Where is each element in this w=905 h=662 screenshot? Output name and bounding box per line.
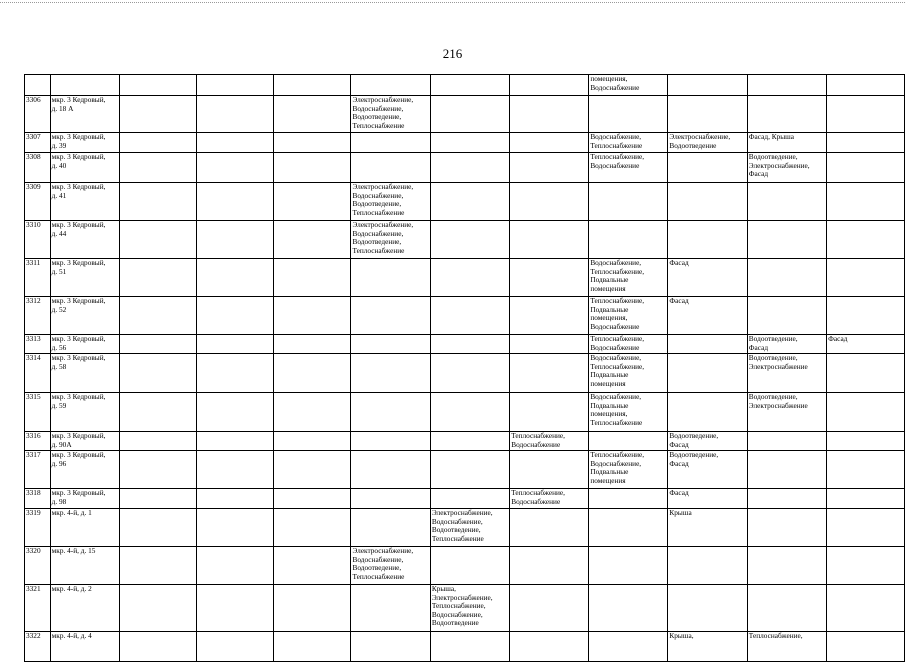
work-type-cell [827, 632, 905, 662]
work-type-cell: Теплоснабжение, Водоснабжение [510, 432, 589, 451]
row-number-cell: 3316 [25, 432, 51, 451]
work-type-cell [668, 335, 747, 354]
work-type-cell [747, 509, 826, 547]
address-cell: мкр. 3 Кедровый, д. 58 [50, 354, 120, 393]
work-type-cell [827, 547, 905, 585]
table-row [25, 632, 905, 662]
address-cell: мкр. 3 Кедровый, д. 56 [50, 335, 120, 354]
work-type-cell [747, 96, 826, 133]
work-type-cell [827, 259, 905, 297]
table-row [25, 393, 905, 432]
work-type-cell [510, 183, 589, 221]
work-type-cell: Водоотведение, Электроснабжение, Фасад [747, 153, 826, 183]
work-type-cell [197, 547, 274, 585]
table-row [25, 547, 905, 585]
work-type-cell [197, 509, 274, 547]
work-type-cell [827, 585, 905, 632]
work-type-cell [668, 96, 747, 133]
work-type-cell [274, 259, 351, 297]
work-type-cell [197, 96, 274, 133]
work-type-cell [274, 585, 351, 632]
address-cell: мкр. 3 Кедровый, д. 40 [50, 153, 120, 183]
work-type-cell [510, 354, 589, 393]
work-type-cell [827, 509, 905, 547]
work-type-cell [351, 632, 430, 662]
work-type-cell: Теплоснабжение, Водоснабжение, Подвальные помещения [589, 451, 668, 489]
work-type-cell [351, 259, 430, 297]
work-type-cell [589, 632, 668, 662]
work-type-cell [827, 183, 905, 221]
work-type-cell [197, 354, 274, 393]
address-cell: мкр. 3 Кедровый, д. 90А [50, 432, 120, 451]
address-cell: мкр. 3 Кедровый, д. 52 [50, 297, 120, 335]
address-cell: мкр. 3 Кедровый, д. 51 [50, 259, 120, 297]
row-number-cell: 3306 [25, 96, 51, 133]
work-type-cell [120, 393, 197, 432]
table-row [25, 451, 905, 489]
work-type-cell [430, 75, 509, 96]
work-type-cell [197, 183, 274, 221]
work-type-cell: Крыша, [668, 632, 747, 662]
work-type-cell [430, 632, 509, 662]
work-type-cell [197, 297, 274, 335]
table-row [25, 221, 905, 259]
scan-edge-line [0, 2, 905, 3]
row-number-cell: 3315 [25, 393, 51, 432]
row-number-cell: 3318 [25, 489, 51, 509]
work-type-cell [351, 297, 430, 335]
work-type-cell: Фасад [827, 335, 905, 354]
work-type-cell [510, 393, 589, 432]
work-type-cell [274, 96, 351, 133]
work-type-cell [589, 547, 668, 585]
work-type-cell [197, 432, 274, 451]
address-cell [50, 75, 120, 96]
table-row [25, 354, 905, 393]
work-type-cell [430, 451, 509, 489]
work-type-cell: Электроснабжение, Водоснабжение, Водоотведение, Теплоснабжение [351, 547, 430, 585]
work-type-cell [197, 75, 274, 96]
work-type-cell: Теплоснабжение, Водоснабжение [589, 335, 668, 354]
work-type-cell [120, 153, 197, 183]
work-type-cell [589, 509, 668, 547]
work-type-cell: Водоотведение, Фасад [668, 432, 747, 451]
work-type-cell: Водоснабжение, Теплоснабжение, Подвальные помещения [589, 354, 668, 393]
work-type-cell [430, 297, 509, 335]
work-type-cell [120, 335, 197, 354]
work-type-cell [827, 354, 905, 393]
work-type-cell [274, 153, 351, 183]
work-type-cell [827, 489, 905, 509]
work-type-cell [274, 221, 351, 259]
work-type-cell [430, 354, 509, 393]
work-type-cell: Водоотведение, Фасад [747, 335, 826, 354]
work-type-cell [668, 393, 747, 432]
work-type-cell: Водоотведение, Электроснабжение [747, 393, 826, 432]
work-type-cell [589, 489, 668, 509]
work-type-cell [197, 451, 274, 489]
work-type-cell: Электроснабжение, Водоснабжение, Водоотведение, Теплоснабжение [430, 509, 509, 547]
table-row [25, 585, 905, 632]
work-type-cell: Электроснабжение, Водоотведение [668, 133, 747, 153]
work-type-cell [430, 432, 509, 451]
table-row [25, 133, 905, 153]
work-type-cell [430, 96, 509, 133]
work-type-cell [510, 547, 589, 585]
row-number-cell: 3322 [25, 632, 51, 662]
work-type-cell [747, 432, 826, 451]
work-type-cell [747, 75, 826, 96]
work-type-cell [827, 75, 905, 96]
work-type-cell: Фасад [668, 259, 747, 297]
work-type-cell [430, 221, 509, 259]
address-cell: мкр. 3 Кедровый, д. 44 [50, 221, 120, 259]
work-type-cell [120, 259, 197, 297]
work-type-cell [668, 547, 747, 585]
work-type-cell: Крыша [668, 509, 747, 547]
work-type-cell: Водоснабжение, Подвальные помещения, Теплоснабжение [589, 393, 668, 432]
work-type-cell: Теплоснабжение, Водоснабжение [589, 153, 668, 183]
work-type-cell: Теплоснабжение, Подвальные помещения, Водоснабжение [589, 297, 668, 335]
work-type-cell [351, 489, 430, 509]
work-type-cell [747, 259, 826, 297]
work-type-cell [120, 133, 197, 153]
work-type-cell [827, 133, 905, 153]
work-type-cell [747, 221, 826, 259]
address-cell: мкр. 3 Кедровый, д. 98 [50, 489, 120, 509]
work-type-cell [120, 547, 197, 585]
work-type-cell [120, 96, 197, 133]
work-type-cell [274, 632, 351, 662]
work-type-cell [827, 96, 905, 133]
work-type-cell [827, 221, 905, 259]
work-type-cell: Теплоснабжение, [747, 632, 826, 662]
address-cell: мкр. 4-й, д. 15 [50, 547, 120, 585]
table-row [25, 75, 905, 96]
table-row [25, 183, 905, 221]
table-row [25, 153, 905, 183]
row-number-cell: 3308 [25, 153, 51, 183]
address-cell: мкр. 3 Кедровый, д. 39 [50, 133, 120, 153]
address-cell: мкр. 4-й, д. 2 [50, 585, 120, 632]
work-type-cell: Электроснабжение, Водоснабжение, Водоотведение, Теплоснабжение [351, 96, 430, 133]
work-type-cell [351, 153, 430, 183]
work-type-cell [589, 432, 668, 451]
work-type-cell [510, 133, 589, 153]
work-type-cell [120, 632, 197, 662]
work-type-cell [668, 354, 747, 393]
work-type-cell [510, 75, 589, 96]
work-type-cell [274, 432, 351, 451]
work-type-cell [197, 221, 274, 259]
work-type-cell [274, 183, 351, 221]
work-type-cell [668, 153, 747, 183]
work-type-cell [197, 153, 274, 183]
work-type-cell [351, 354, 430, 393]
row-number-cell: 3309 [25, 183, 51, 221]
row-number-cell: 3317 [25, 451, 51, 489]
work-type-cell: Теплоснабжение, Водоснабжение [510, 489, 589, 509]
work-type-cell [351, 133, 430, 153]
work-type-cell [510, 451, 589, 489]
work-type-cell [120, 509, 197, 547]
table-row [25, 297, 905, 335]
work-type-cell [668, 75, 747, 96]
work-type-cell [351, 75, 430, 96]
address-cell: мкр. 3 Кедровый, д. 18 А [50, 96, 120, 133]
work-type-cell [120, 183, 197, 221]
work-type-cell [120, 451, 197, 489]
work-type-cell [197, 489, 274, 509]
row-number-cell: 3312 [25, 297, 51, 335]
work-type-cell [747, 547, 826, 585]
work-type-cell [274, 451, 351, 489]
work-type-cell [197, 632, 274, 662]
work-type-cell [351, 509, 430, 547]
work-type-cell [430, 489, 509, 509]
work-type-cell [510, 585, 589, 632]
table-row [25, 259, 905, 297]
work-type-cell: помещения, Водоснабжение [589, 75, 668, 96]
work-type-cell [827, 432, 905, 451]
table-row [25, 432, 905, 451]
work-type-cell [510, 297, 589, 335]
row-number-cell: 3319 [25, 509, 51, 547]
row-number-cell: 3313 [25, 335, 51, 354]
work-type-cell [510, 221, 589, 259]
address-cell: мкр. 3 Кедровый, д. 59 [50, 393, 120, 432]
work-type-cell: Водоснабжение, Теплоснабжение [589, 133, 668, 153]
page-number: 216 [442, 46, 463, 61]
work-type-cell [827, 297, 905, 335]
address-cell: мкр. 3 Кедровый, д. 41 [50, 183, 120, 221]
address-cell: мкр. 4-й, д. 1 [50, 509, 120, 547]
work-type-cell [120, 432, 197, 451]
work-type-cell [430, 393, 509, 432]
work-type-cell [274, 354, 351, 393]
repair-schedule-table [24, 74, 905, 662]
work-type-cell [668, 221, 747, 259]
work-type-cell [747, 183, 826, 221]
work-type-cell [197, 585, 274, 632]
work-type-cell: Водоотведение, Электроснабжение [747, 354, 826, 393]
work-type-cell [120, 354, 197, 393]
work-type-cell [747, 585, 826, 632]
work-type-cell [510, 632, 589, 662]
work-type-cell [197, 393, 274, 432]
work-type-cell [274, 393, 351, 432]
row-number-cell: 3307 [25, 133, 51, 153]
work-type-cell [274, 509, 351, 547]
work-type-cell [510, 335, 589, 354]
work-type-cell [197, 259, 274, 297]
row-number-cell: 3310 [25, 221, 51, 259]
work-type-cell: Электроснабжение, Водоснабжение, Водоотведение, Теплоснабжение [351, 221, 430, 259]
work-type-cell [430, 259, 509, 297]
work-type-cell [827, 153, 905, 183]
work-type-cell [197, 335, 274, 354]
work-type-cell [120, 489, 197, 509]
work-type-cell [510, 259, 589, 297]
address-cell: мкр. 3 Кедровый, д. 96 [50, 451, 120, 489]
address-cell: мкр. 4-й, д. 4 [50, 632, 120, 662]
row-number-cell: 3314 [25, 354, 51, 393]
work-type-cell [120, 585, 197, 632]
work-type-cell [589, 585, 668, 632]
table-row [25, 96, 905, 133]
work-type-cell [274, 297, 351, 335]
work-type-cell: Фасад [668, 297, 747, 335]
work-type-cell [827, 393, 905, 432]
work-type-cell [351, 393, 430, 432]
work-type-cell [668, 585, 747, 632]
work-type-cell [351, 432, 430, 451]
work-type-cell [747, 451, 826, 489]
work-type-cell [274, 547, 351, 585]
work-type-cell [120, 297, 197, 335]
work-type-cell [430, 547, 509, 585]
work-type-cell [747, 297, 826, 335]
work-type-cell [827, 451, 905, 489]
work-type-cell [274, 133, 351, 153]
work-type-cell [197, 133, 274, 153]
work-type-cell: Фасад, Крыша [747, 133, 826, 153]
work-type-cell [430, 335, 509, 354]
work-type-cell [510, 96, 589, 133]
work-type-cell [589, 221, 668, 259]
work-type-cell [589, 96, 668, 133]
work-type-cell [351, 335, 430, 354]
work-type-cell: Водоотведение, Фасад [668, 451, 747, 489]
work-type-cell [747, 489, 826, 509]
work-type-cell [274, 75, 351, 96]
work-type-cell [668, 183, 747, 221]
work-type-cell [351, 585, 430, 632]
work-type-cell: Водоснабжение, Теплоснабжение, Подвальные помещения [589, 259, 668, 297]
work-type-cell [430, 133, 509, 153]
work-type-cell [430, 153, 509, 183]
work-type-cell: Электроснабжение, Водоснабжение, Водоотведение, Теплоснабжение [351, 183, 430, 221]
row-number-cell: 3321 [25, 585, 51, 632]
table-row [25, 509, 905, 547]
work-type-cell [274, 335, 351, 354]
work-type-cell [510, 509, 589, 547]
work-type-cell [510, 153, 589, 183]
work-type-cell [351, 451, 430, 489]
work-type-cell [120, 221, 197, 259]
work-type-cell [274, 489, 351, 509]
row-number-cell [25, 75, 51, 96]
row-number-cell: 3311 [25, 259, 51, 297]
row-number-cell: 3320 [25, 547, 51, 585]
table-row [25, 335, 905, 354]
work-type-cell [589, 183, 668, 221]
work-type-cell [430, 183, 509, 221]
work-type-cell: Фасад [668, 489, 747, 509]
table-row [25, 489, 905, 509]
work-type-cell: Крыша, Электроснабжение, Теплоснабжение, Водоснабжение, Водоотведение [430, 585, 509, 632]
work-type-cell [120, 75, 197, 96]
